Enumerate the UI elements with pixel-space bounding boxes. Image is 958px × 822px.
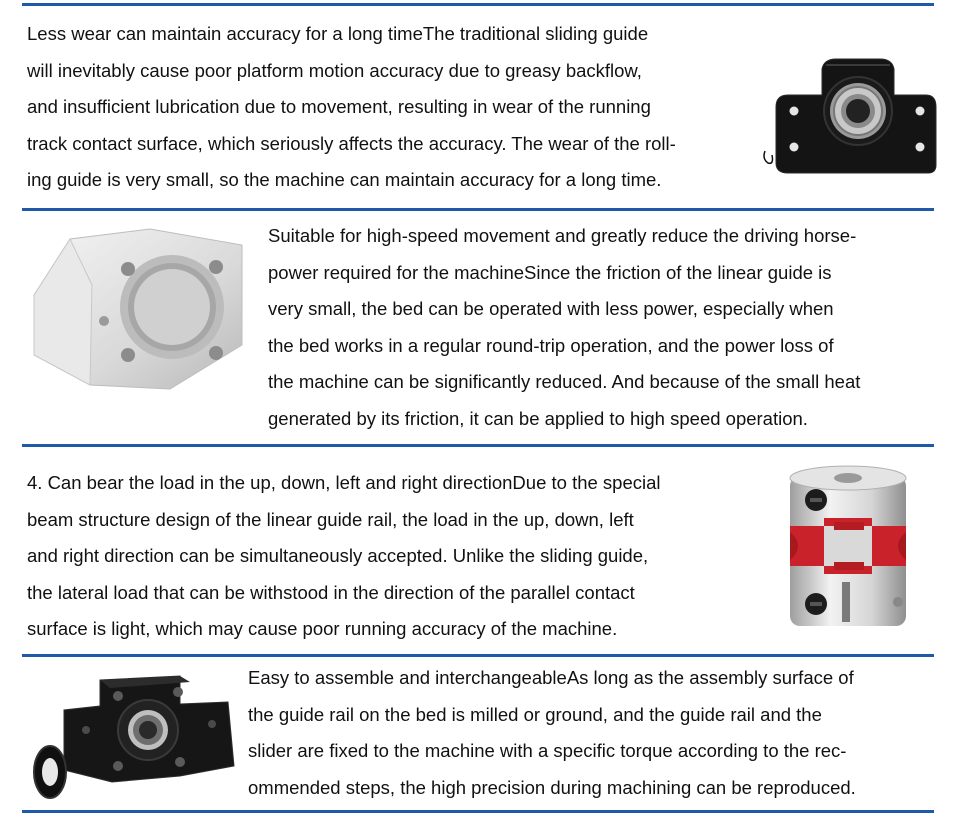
text-line: and insufficient lubrication due to movement, resulting in wear of the running — [27, 96, 651, 117]
text-line: Less wear can maintain accuracy for a long timeThe traditional sliding guide — [27, 23, 649, 44]
text-line: the lateral load that can be withstood in the direction of the parallel contact — [27, 581, 635, 603]
bearing-block-image — [760, 55, 940, 177]
flexible-coupling-image — [780, 462, 916, 638]
section-4-text — [248, 660, 856, 806]
section-1-text — [27, 16, 676, 199]
divider-3 — [22, 654, 934, 657]
text-line: beam structure design of the linear guide rail, the load in the up, down, left — [27, 508, 634, 530]
text-line: ing guide is very small, so the machine can maintain accuracy for a long time. — [27, 169, 662, 190]
text-line: the machine can be significantly reduced. And because of the small heat — [268, 371, 861, 392]
text-line: 4. Can bear the load in the up, down, left and right directionDue to the special — [27, 472, 661, 493]
aluminum-housing-image — [30, 225, 248, 393]
text-line: generated by its friction, it can be applied to high speed operation. — [268, 407, 808, 429]
divider-1 — [22, 208, 934, 211]
text-line: surface is light, which may cause poor running accuracy of the machine. — [27, 618, 618, 639]
text-line: will inevitably cause poor platform motion accuracy due to greasy backflow, — [27, 59, 642, 81]
text-line: Suitable for high-speed movement and greatly reduce the driving horse- — [268, 225, 857, 246]
text-line: the guide rail on the bed is milled or ground, and the guide rail and the — [248, 703, 822, 725]
section-3-text — [27, 465, 661, 648]
text-line: very small, the bed can be operated with less power, especially when — [268, 298, 834, 319]
text-line: Easy to assemble and interchangeableAs long as the assembly surface of — [248, 667, 854, 688]
section-2-text — [268, 218, 860, 437]
divider-top — [22, 3, 934, 6]
text-line: and right direction can be simultaneously accepted. Unlike the sliding guide, — [27, 545, 649, 566]
text-line: power required for the machineSince the friction of the linear guide is — [268, 261, 832, 283]
bearing-support-image — [30, 670, 238, 804]
text-line: slider are fixed to the machine with a specific torque according to the rec- — [248, 740, 847, 761]
text-line: ommended steps, the high precision during machining can be reproduced. — [248, 776, 856, 798]
text-line: the bed works in a regular round-trip operation, and the power loss of — [268, 334, 834, 356]
text-line: track contact surface, which seriously affects the accuracy. The wear of the roll- — [27, 132, 676, 154]
divider-bottom — [22, 810, 934, 813]
divider-2 — [22, 444, 934, 447]
